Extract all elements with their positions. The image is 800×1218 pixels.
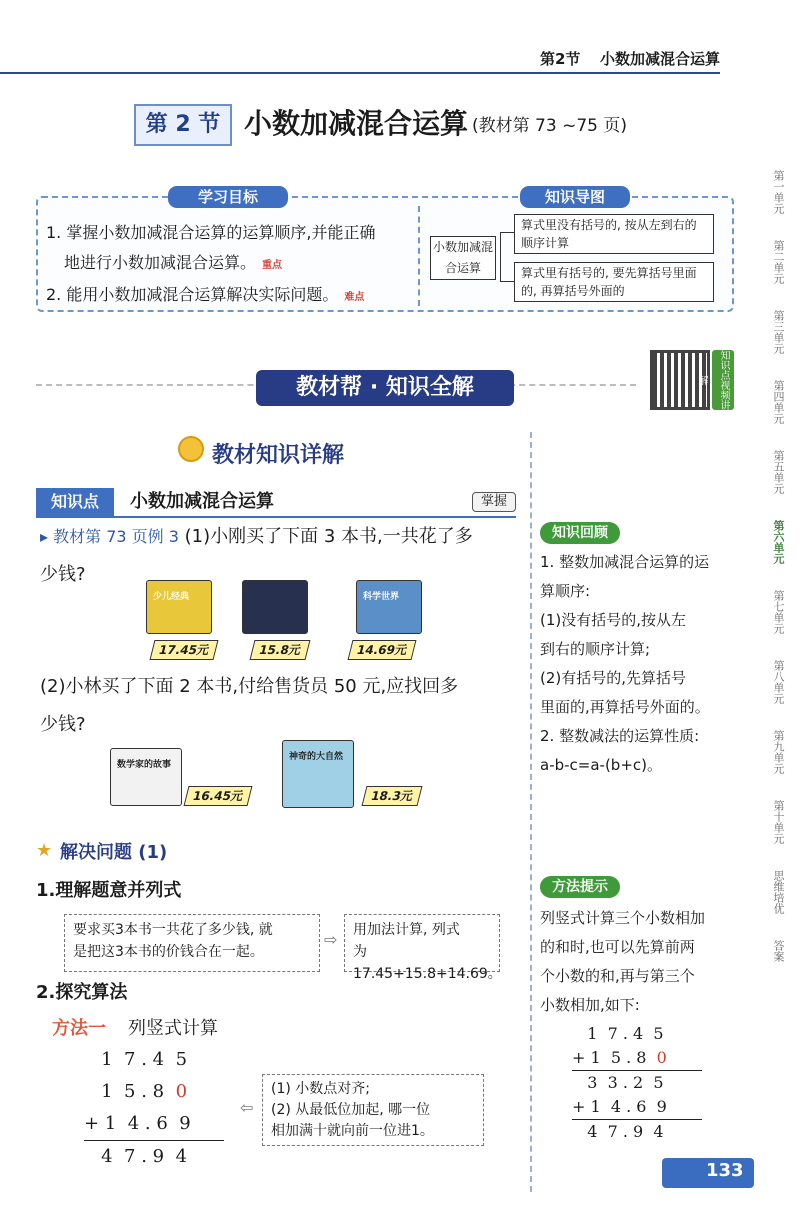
calc-row: 1 5 . 8 0 — [84, 1081, 188, 1102]
unit-side-nav — [754, 170, 784, 1000]
section-label: 第2节 — [540, 50, 581, 68]
side-nav-item[interactable]: 第七单元 — [772, 590, 785, 634]
step-1-heading: 1.理解题意并列式 — [36, 880, 182, 901]
review-badge: 知识回顾 — [540, 522, 620, 544]
page-title: 小数加减混合运算 — [244, 107, 469, 140]
map-leaf-node: 算式里有括号的, 要先算括号里面的, 再算括号外面的 — [514, 262, 714, 302]
example-reference: ▸ 教材第 73 页例 3 — [40, 527, 179, 546]
map-leaf-node: 算式里没有括号的, 按从左到右的顺序计算 — [514, 214, 714, 254]
knowledge-map-badge: 知识导图 — [520, 186, 630, 208]
star-icon: ★ — [36, 840, 53, 861]
section-banner: 教材帮 · 知识全解 — [256, 370, 514, 406]
price-tag: 15.8元 — [250, 640, 311, 660]
arrow-right-icon: ⇨ — [324, 930, 338, 949]
side-nav-item[interactable]: 第五单元 — [772, 450, 785, 494]
section-number-box: 第 2 节 — [134, 104, 232, 146]
vertical-calculation — [84, 1044, 224, 1173]
side-nav-item-active[interactable]: 第六单元 — [772, 520, 785, 564]
side-nav-item[interactable]: 第三单元 — [772, 310, 785, 354]
book-icon: 科学世界 — [356, 580, 422, 634]
book-icon: 神奇的大自然 — [282, 740, 354, 808]
example-question-1: ▸ 教材第 73 页例 3 (1)小刚买了下面 3 本书,一共花了多 — [40, 526, 473, 547]
arrow-left-icon: ⇦ — [240, 1098, 254, 1117]
textbook-pages: (教材第 73 ~75 页) — [472, 116, 627, 136]
formula-box: 用加法计算, 列式 为17.45+15.8+14.69。 — [344, 914, 500, 972]
knowledge-point-rule — [36, 516, 516, 518]
side-nav-item[interactable]: 答案 — [772, 940, 785, 962]
method-tip-badge: 方法提示 — [540, 876, 620, 898]
header-rule — [0, 72, 720, 74]
calc-row: 4 7 . 9 4 — [572, 1122, 664, 1141]
calc-row: + 1 4 . 6 9 — [572, 1097, 667, 1116]
book-icon — [242, 580, 308, 634]
placeholder-zero: 0 — [175, 1081, 188, 1102]
analysis-box: 要求买3本书一共花了多少钱, 就 是把这3本书的价钱合在一起。 — [64, 914, 320, 972]
goals-badge: 学习目标 — [168, 186, 288, 208]
map-bracket — [500, 232, 514, 282]
qr-video-label: 知识点视频讲解 — [712, 350, 734, 410]
tip-vertical-calculation — [572, 1022, 702, 1144]
calc-row: 1 7 . 4 5 — [84, 1049, 188, 1070]
key-point-mark: 重点 — [262, 260, 283, 271]
side-nav-item[interactable]: 第十单元 — [772, 800, 785, 844]
example-question-1-cont: 少钱? — [40, 564, 86, 585]
placeholder-zero: 0 — [656, 1048, 667, 1067]
column-divider — [530, 432, 532, 1192]
section-title: 小数加减混合运算 — [600, 50, 721, 68]
mastery-level-badge: 掌握 — [472, 492, 516, 512]
side-nav-item[interactable]: 第一单元 — [772, 170, 785, 214]
goal-line: 2. 能用小数加减混合运算解决实际问题。 难点 — [46, 285, 365, 304]
knowledge-point-tag: 知识点 — [36, 488, 114, 516]
side-nav-item[interactable]: 第九单元 — [772, 730, 785, 774]
detail-title: 教材知识详解 — [212, 443, 345, 468]
calc-row: + 1 4 . 6 9 — [84, 1113, 191, 1134]
book-icon: 数学家的故事 — [110, 748, 182, 806]
tip-text: 列竖式计算三个小数相加 的和时,也可以先算前两 个小数的和,再与第三个 小数相加,如下: — [540, 909, 706, 1014]
side-nav-item[interactable]: 思维培优 — [772, 870, 785, 914]
calc-row: 4 7 . 9 4 — [84, 1146, 188, 1167]
side-nav-item[interactable]: 第八单元 — [772, 660, 785, 704]
knowledge-point-title: 小数加减混合运算 — [130, 491, 274, 512]
example-question-2: (2)小林买了下面 2 本书,付给售货员 50 元,应找回多 — [40, 676, 459, 697]
chapter-title — [134, 98, 634, 150]
price-tag: 18.3元 — [362, 786, 423, 806]
page-number: 133 — [706, 1160, 744, 1181]
price-tag: 16.45元 — [184, 786, 253, 806]
calc-row: 1 7 . 4 5 — [572, 1024, 664, 1043]
map-root-node: 小数加减混合运算 — [430, 236, 496, 280]
method-label: 方法一 — [52, 1018, 106, 1039]
knowledge-point-bar — [36, 488, 516, 516]
lightbulb-icon — [178, 436, 204, 462]
method-name: 列竖式计算 — [128, 1018, 218, 1039]
review-text: 1. 整数加减混合运算的运 算顺序: (1)没有括号的,按从左 到右的顺序计算; (2)有括号的,先算括号 里面的,再算括号外面的。 2. 整数减法的运算性质: a-b-c=a-(b+c)。 — [540, 553, 710, 774]
note-box: (1) 小数点对齐; (2) 从最低位加起, 哪一位 相加满十就向前一位进1。 — [262, 1074, 484, 1146]
side-nav-item[interactable]: 第四单元 — [772, 380, 785, 424]
book-icon: 少儿经典 — [146, 580, 212, 634]
page-header — [0, 44, 800, 74]
calc-row: 3 3 . 2 5 — [572, 1073, 664, 1092]
price-tag: 17.45元 — [150, 640, 219, 660]
example-question-2-cont: 少钱? — [40, 714, 86, 735]
difficult-point-mark: 难点 — [344, 292, 365, 303]
goal-line: 1. 掌握小数加减混合运算的运算顺序,并能正确 — [46, 223, 376, 242]
solve-title: 解决问题 (1) — [60, 842, 168, 863]
price-tag: 14.69元 — [348, 640, 417, 660]
goals-divider — [418, 206, 420, 306]
goal-line: 地进行小数加减混合运算。 重点 — [64, 253, 283, 272]
calc-row: + 1 5 . 8 0 — [572, 1048, 667, 1067]
step-2-heading: 2.探究算法 — [36, 982, 128, 1003]
side-nav-item[interactable]: 第二单元 — [772, 240, 785, 284]
